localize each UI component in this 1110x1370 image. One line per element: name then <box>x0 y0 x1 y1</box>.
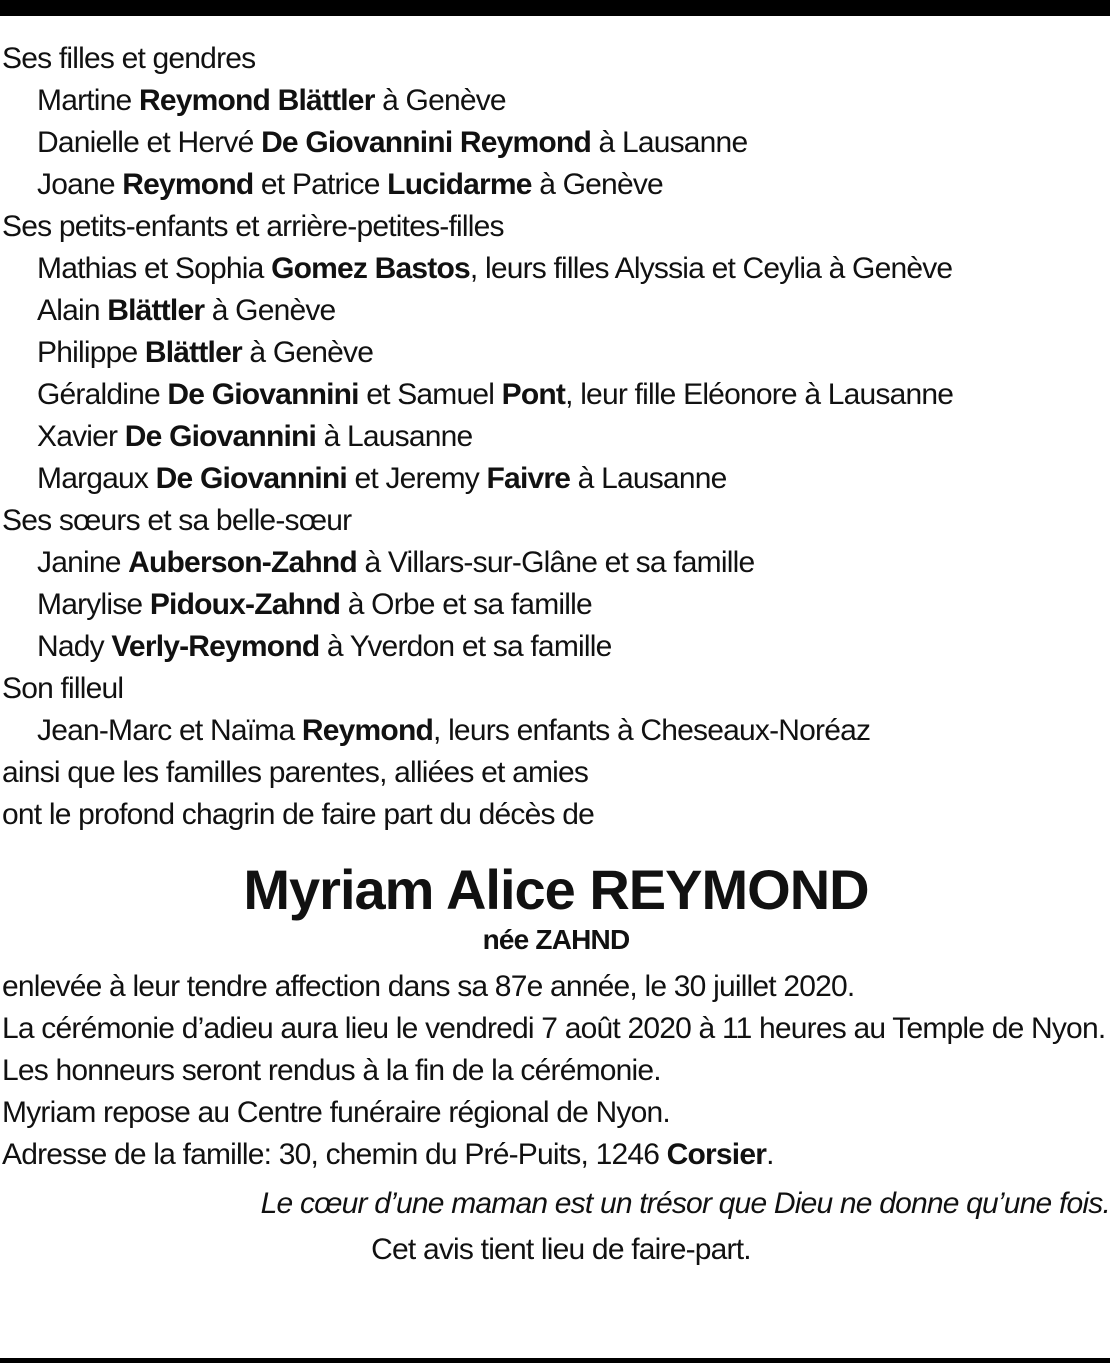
text-segment: à Lausanne <box>570 462 727 495</box>
family-member-line <box>2 248 1110 290</box>
text-segment: Son filleul <box>2 672 124 705</box>
text-segment: et Jeremy <box>346 462 487 495</box>
text-segment: , leurs enfants à Cheseaux-Noréaz <box>433 714 871 747</box>
surname: Reymond <box>301 714 433 747</box>
text-segment: à Villars-sur-Glâne et sa famille <box>356 546 755 579</box>
family-group-heading <box>2 206 1110 248</box>
text-segment: à Yverdon et sa famille <box>319 630 612 663</box>
text-segment: et Samuel <box>358 378 502 411</box>
surname: Gomez Bastos <box>271 252 470 285</box>
text-segment: Géraldine <box>37 378 168 411</box>
text-segment: Xavier <box>37 420 125 453</box>
text-segment: Joane <box>37 168 123 201</box>
family-member-line <box>2 416 1110 458</box>
text-segment: ainsi que les familles parentes, alliées et amies <box>2 756 589 789</box>
deceased-name: Myriam Alice REYMOND <box>243 858 869 921</box>
text-segment: Janine <box>37 546 129 579</box>
surname: Auberson-Zahnd <box>128 546 357 579</box>
surname: De Giovannini Reymond <box>261 126 591 159</box>
details-line-4: Myriam repose au Centre funéraire régional de Nyon. <box>2 1096 670 1129</box>
text-segment: , leurs filles Alyssia et Ceylia à Genève <box>469 252 953 285</box>
family-group-heading <box>2 668 1110 710</box>
address-end: . <box>766 1138 774 1171</box>
surname: Pont <box>501 378 566 411</box>
text-segment: et Patrice <box>253 168 388 201</box>
text-segment: à Genève <box>241 336 374 369</box>
text-segment: à Genève <box>374 84 506 117</box>
surname: Faivre <box>486 462 571 495</box>
text-segment: à Lausanne <box>316 420 473 453</box>
surname: Blättler <box>107 294 205 327</box>
text-segment: à Orbe et sa famille <box>340 588 592 621</box>
address-text: Adresse de la famille: 30, chemin du Pré-Puits, 1246 <box>2 1138 667 1171</box>
text-segment: Alain <box>37 294 108 327</box>
family-group-heading <box>2 794 1110 836</box>
closing-note: Cet avis tient lieu de faire-part. <box>371 1233 751 1266</box>
bottom-rule <box>0 1358 1110 1363</box>
maiden-name: née ZAHND <box>482 924 630 955</box>
surname: Blättler <box>144 336 242 369</box>
text-segment: à Genève <box>531 168 663 201</box>
text-segment: Nady <box>37 630 112 663</box>
family-member-line <box>2 80 1110 122</box>
family-member-line <box>2 164 1110 206</box>
top-rule <box>0 0 1110 16</box>
family-member-line <box>2 710 1110 752</box>
family-group-heading <box>2 500 1110 542</box>
text-segment: à Lausanne <box>590 126 748 159</box>
surname: Reymond Blättler <box>138 84 375 117</box>
surname: De Giovannini <box>167 378 359 411</box>
family-member-line <box>2 584 1110 626</box>
family-member-line <box>2 626 1110 668</box>
surname: Pidoux-Zahnd <box>149 588 341 621</box>
details-line-2: La cérémonie d’adieu aura lieu le vendredi 7 août 2020 à 11 heures au Temple de Nyon. <box>2 1012 1106 1045</box>
surname: Verly-Reymond <box>111 630 320 663</box>
surname: Reymond <box>122 168 254 201</box>
text-segment: ont le profond chagrin de faire part du décès de <box>2 798 595 831</box>
quote: Le cœur d’une maman est un trésor que Dieu ne donne qu’une fois. <box>260 1187 1110 1220</box>
text-segment: Margaux <box>37 462 156 495</box>
obituary-notice <box>2 38 1110 1272</box>
family-member-line <box>2 332 1110 374</box>
text-segment: Mathias et Sophia <box>37 252 272 285</box>
family-member-line <box>2 290 1110 332</box>
family-list <box>2 38 1110 836</box>
details-line-1: enlevée à leur tendre affection dans sa 87e année, le 30 juillet 2020. <box>2 970 855 1003</box>
family-member-line <box>2 374 1110 416</box>
text-segment: Jean-Marc et Naïma <box>37 714 302 747</box>
address-city: Corsier <box>666 1138 767 1171</box>
text-segment: Ses petits-enfants et arrière-petites-filles <box>2 210 504 243</box>
text-segment: Ses filles et gendres <box>2 42 256 75</box>
family-group-heading <box>2 38 1110 80</box>
family-member-line <box>2 122 1110 164</box>
text-segment: Ses sœurs et sa belle-sœur <box>2 504 352 537</box>
text-segment: , leur fille Eléonore à Lausanne <box>565 378 954 411</box>
text-segment: Martine <box>37 84 139 117</box>
family-member-line <box>2 458 1110 500</box>
surname: De Giovannini <box>124 420 317 453</box>
surname: De Giovannini <box>155 462 347 495</box>
family-member-line <box>2 542 1110 584</box>
text-segment: Philippe <box>37 336 145 369</box>
text-segment: Danielle et Hervé <box>37 126 262 159</box>
text-segment: à Genève <box>204 294 336 327</box>
family-address <box>2 1134 1110 1176</box>
text-segment: Marylise <box>37 588 150 621</box>
details-line-3: Les honneurs seront rendus à la fin de la cérémonie. <box>2 1054 661 1087</box>
surname: Lucidarme <box>387 168 532 201</box>
family-group-heading <box>2 752 1110 794</box>
